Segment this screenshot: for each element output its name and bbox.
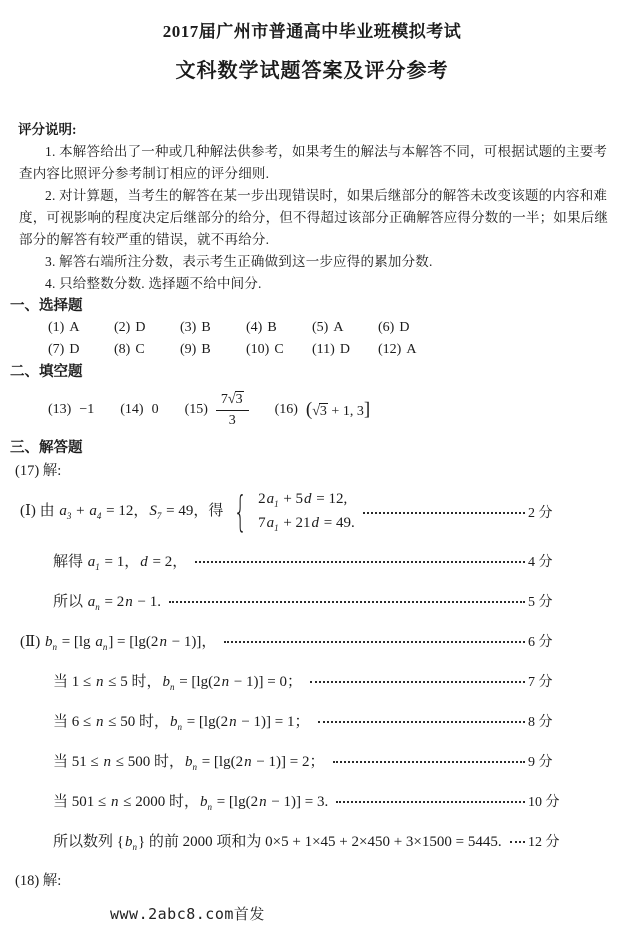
choice-answer	[312, 339, 378, 361]
answer-letter: D	[339, 342, 350, 357]
math-subscript: 1	[95, 562, 100, 572]
math-variable: $a_1$	[266, 491, 279, 510]
choice-answer-row	[0, 339, 624, 361]
math-text: = 2	[100, 594, 125, 610]
answer-letter: B	[267, 320, 277, 335]
choice-answer	[312, 317, 378, 339]
math-text: } 的前 2000 项和为 0×5 + 1×45 + 2×450 + 3×1500 = 5445.	[137, 834, 502, 850]
solution-step	[53, 670, 302, 692]
solution-lines	[0, 483, 624, 861]
math-text: = [lg	[57, 634, 95, 650]
math-text: − 1)] = 0；	[230, 674, 303, 690]
math-subscript: n	[207, 802, 212, 812]
score-label: 4 分	[528, 555, 553, 570]
big-delimiter: (	[305, 399, 313, 420]
math-variable: n	[244, 754, 252, 770]
solution-line	[0, 821, 624, 861]
sqrt-expression	[312, 404, 328, 419]
math-variable: n	[259, 794, 267, 810]
score-label: 9 分	[528, 755, 553, 770]
grading-note-line: 2. 对计算题，当考生的解答在某一步出现错误时，如果后继部分的解答未改变该题的内容和难	[45, 188, 608, 203]
solution-step	[53, 550, 187, 572]
math-text: 0	[151, 402, 159, 417]
question-17-label: (17) 解:	[15, 463, 62, 479]
solution-step	[20, 487, 355, 536]
choice-answers	[0, 317, 624, 361]
math-subscript: n	[95, 602, 100, 612]
math-text: 所以	[53, 594, 87, 610]
solution-line	[0, 581, 624, 621]
page-title: 2017届广州市普通高中毕业班模拟考试	[162, 22, 462, 41]
math-subscript: 3	[66, 511, 72, 522]
math-variable: $b_n$	[199, 794, 212, 812]
math-variable: $b_n$	[184, 754, 197, 772]
math-text: −1	[79, 402, 95, 417]
dotted-leader	[363, 512, 525, 514]
equation-row	[258, 514, 355, 534]
math-variable: $b_n$	[162, 674, 175, 692]
math-text: ] = [lg(2	[108, 634, 159, 650]
solution-step	[53, 790, 328, 812]
answer-letter: C	[135, 342, 145, 357]
dotted-leader	[310, 681, 525, 683]
question-18-label: (18) 解:	[15, 873, 62, 889]
math-text: +	[72, 503, 89, 520]
math-subscript: 4	[96, 511, 102, 522]
dotted-leader	[224, 641, 525, 643]
question-number: (10)	[246, 342, 270, 357]
math-text: 7	[258, 514, 266, 531]
choice-answer-row	[0, 317, 624, 339]
math-text: ≤ 500 时，	[111, 754, 184, 770]
math-variable: $b_n$	[169, 714, 182, 732]
math-text: = [lg(2	[197, 754, 244, 770]
answer-value	[152, 402, 159, 418]
solution-section-heading: 三、解答题	[10, 440, 83, 456]
radical-sign: √	[227, 392, 235, 407]
math-text: = [lg(2	[175, 674, 221, 690]
score-label: 12 分	[528, 835, 560, 850]
choice-answer	[378, 317, 444, 339]
math-text: 当 51 ≤	[53, 754, 103, 770]
radicand: 3	[319, 404, 327, 419]
grading-notes	[0, 119, 624, 295]
solution-line	[0, 483, 624, 541]
choice-answer	[246, 317, 312, 339]
math-variable: n	[95, 714, 104, 730]
math-subscript: n	[52, 642, 57, 652]
blank-section-heading: 二、填空题	[10, 364, 83, 380]
dotted-leader	[510, 841, 525, 843]
question-number: (15)	[184, 402, 208, 417]
answer-letter: B	[201, 320, 211, 335]
math-text: 解得	[53, 554, 87, 570]
grading-note-line: 查内容比照评分参考制订相应的评分细则.	[19, 166, 270, 181]
blank-answer	[120, 402, 158, 418]
score-label: 8 分	[528, 715, 553, 730]
choice-answer	[114, 317, 180, 339]
math-text: 当 501 ≤	[53, 794, 110, 810]
fraction-numerator	[216, 391, 249, 411]
math-text: (Ⅱ)	[20, 634, 44, 650]
question-number: (2)	[114, 320, 131, 335]
answer-letter: D	[135, 320, 146, 335]
math-text: + 21	[279, 514, 311, 531]
math-variable: n	[159, 634, 167, 650]
math-variable: n	[221, 674, 230, 690]
big-delimiter: ]	[363, 399, 371, 420]
score-label: 10 分	[528, 795, 560, 810]
question-number: (5)	[312, 320, 329, 335]
math-text: = 12，	[102, 503, 149, 520]
choice-answer	[378, 339, 444, 361]
answer-letter: A	[69, 320, 80, 335]
math-subscript: 7	[156, 511, 162, 522]
solution-line	[0, 661, 624, 701]
solution-line	[0, 741, 624, 781]
answer-value	[306, 399, 370, 421]
solution-step	[53, 830, 502, 852]
equation-row	[258, 490, 355, 510]
math-text: − 1.	[133, 594, 161, 610]
blank-answer	[48, 402, 94, 418]
score-label: 2 分	[528, 506, 553, 521]
math-subscript: n	[192, 762, 197, 772]
math-text: = [lg(2	[212, 794, 259, 810]
math-subscript: n	[102, 642, 108, 652]
question-number: (14)	[120, 402, 144, 417]
solution-line	[0, 781, 624, 821]
watermark: www.2abc8.com首发	[110, 905, 265, 923]
dotted-leader	[333, 761, 525, 763]
math-text: 所以数列 {	[53, 834, 124, 850]
solution-line	[0, 541, 624, 581]
choice-answer	[246, 339, 312, 361]
choice-answer	[114, 339, 180, 361]
answer-letter: A	[333, 320, 344, 335]
question-number: (8)	[114, 342, 131, 357]
equation-rows	[248, 490, 355, 534]
math-text: = 12,	[312, 491, 348, 508]
solution-line	[0, 701, 624, 741]
math-variable: $a_1$	[266, 514, 279, 533]
math-variable: d	[140, 554, 148, 570]
question-number: (4)	[246, 320, 263, 335]
choice-answer	[180, 339, 246, 361]
sqrt-expression	[228, 392, 244, 407]
answer-letter: C	[274, 342, 284, 357]
question-number: (11)	[312, 342, 335, 357]
question-number: (6)	[378, 320, 395, 335]
answer-letter: D	[399, 320, 410, 335]
math-text: ≤ 2000 时，	[119, 794, 199, 810]
solution-step	[53, 710, 310, 732]
math-subscript: 1	[274, 522, 279, 533]
math-variable: d	[311, 514, 320, 531]
question-number: (3)	[180, 320, 197, 335]
choice-section-heading: 一、选择题	[10, 298, 83, 314]
math-text: (Ⅰ) 由	[20, 503, 59, 520]
math-text: − 1)] = 2；	[252, 754, 325, 770]
math-text: = 2，	[148, 554, 188, 570]
dotted-leader	[195, 561, 525, 563]
math-text: − 1)] = 3.	[267, 794, 329, 810]
math-text: 2	[258, 491, 266, 508]
math-text: 当 6 ≤	[53, 714, 95, 730]
score-label: 6 分	[528, 635, 553, 650]
math-variable: $b_n$	[44, 634, 57, 652]
answer-letter: B	[201, 342, 211, 357]
math-variable: $a_n$	[87, 594, 100, 612]
math-text: 当 1 ≤	[53, 674, 95, 690]
math-text: = 49，得	[162, 503, 224, 520]
question-number: (12)	[378, 342, 402, 357]
solution-step	[53, 590, 161, 612]
math-variable: n	[110, 794, 119, 810]
answer-value	[216, 391, 249, 429]
grading-note-line: 4. 只给整数分数. 选择题不给中间分.	[45, 276, 262, 291]
page-subtitle: 文科数学试题答案及评分参考	[175, 60, 449, 82]
math-variable: d	[304, 491, 312, 508]
math-variable: n	[95, 674, 104, 690]
dotted-leader	[318, 721, 525, 723]
math-text: − 1)]，	[167, 634, 217, 650]
grading-note-line: 1. 本解答给出了一种或几种解法供参考，如果考生的解法与本解答不同，可根据试题的主要考	[45, 144, 608, 159]
dotted-leader	[169, 601, 525, 603]
dotted-leader	[336, 801, 525, 803]
answer-letter: D	[69, 342, 80, 357]
math-text: 3	[228, 412, 236, 428]
equation-system	[227, 487, 355, 536]
left-brace-icon: {	[234, 487, 248, 536]
math-subscript: n	[169, 682, 175, 692]
question-number: (9)	[180, 342, 197, 357]
grading-note-line: 3. 解答右端所注分数，表示考生正确做到这一步应得的累加分数.	[45, 254, 433, 269]
choice-answer	[48, 339, 114, 361]
fraction	[216, 391, 249, 429]
choice-answer	[48, 317, 114, 339]
fraction-denominator	[229, 411, 236, 430]
solution-step	[20, 630, 216, 652]
math-variable: $b_n$	[124, 834, 137, 852]
math-text: = 1，	[100, 554, 140, 570]
score-label: 7 分	[528, 675, 553, 690]
math-text: + 5	[279, 491, 304, 508]
grading-notes-heading: 评分说明:	[18, 122, 77, 137]
grading-notes-lines	[0, 141, 624, 295]
blank-answer	[185, 391, 249, 429]
math-variable: n	[229, 714, 237, 730]
question-number: (13)	[48, 402, 72, 417]
question-number: (16)	[274, 402, 298, 417]
choice-answer	[180, 317, 246, 339]
solution-step	[53, 750, 325, 772]
math-variable: $a_n$	[95, 634, 108, 652]
math-variable: n	[103, 754, 111, 770]
question-number: (7)	[48, 342, 65, 357]
math-subscript: n	[177, 722, 182, 732]
math-variable: $a_1$	[87, 554, 100, 572]
question-number: (1)	[48, 320, 65, 335]
answer-value	[79, 402, 94, 418]
math-text: − 1)] = 1；	[237, 714, 310, 730]
radicand: 3	[235, 392, 243, 407]
blank-answers	[0, 383, 624, 437]
math-text: ≤ 5 时，	[104, 674, 162, 690]
math-variable: n	[125, 594, 133, 610]
blank-answer	[275, 399, 371, 421]
math-text: = [lg(2	[182, 714, 229, 730]
score-label: 5 分	[528, 595, 553, 610]
math-text: + 1, 3	[327, 404, 364, 419]
math-text: 7	[220, 392, 228, 407]
answer-letter: A	[406, 342, 417, 357]
math-subscript: 1	[274, 499, 279, 510]
grading-note-line: 度，可视影响的程度决定后继部分的给分，但不得超过该部分正确解答应得分数的一半；如果后继	[19, 210, 609, 225]
radical-sign: √	[312, 404, 319, 419]
math-variable: $S_7$	[149, 503, 162, 522]
math-subscript: n	[132, 842, 137, 852]
solution-line	[0, 621, 624, 661]
math-text: ≤ 50 时，	[104, 714, 169, 730]
math-text: = 49.	[320, 514, 355, 531]
math-variable: $a_4$	[89, 503, 102, 522]
math-variable: $a_3$	[59, 503, 72, 522]
grading-note-line: 部分的解答有较严重的错误，就不再给分.	[19, 232, 270, 247]
